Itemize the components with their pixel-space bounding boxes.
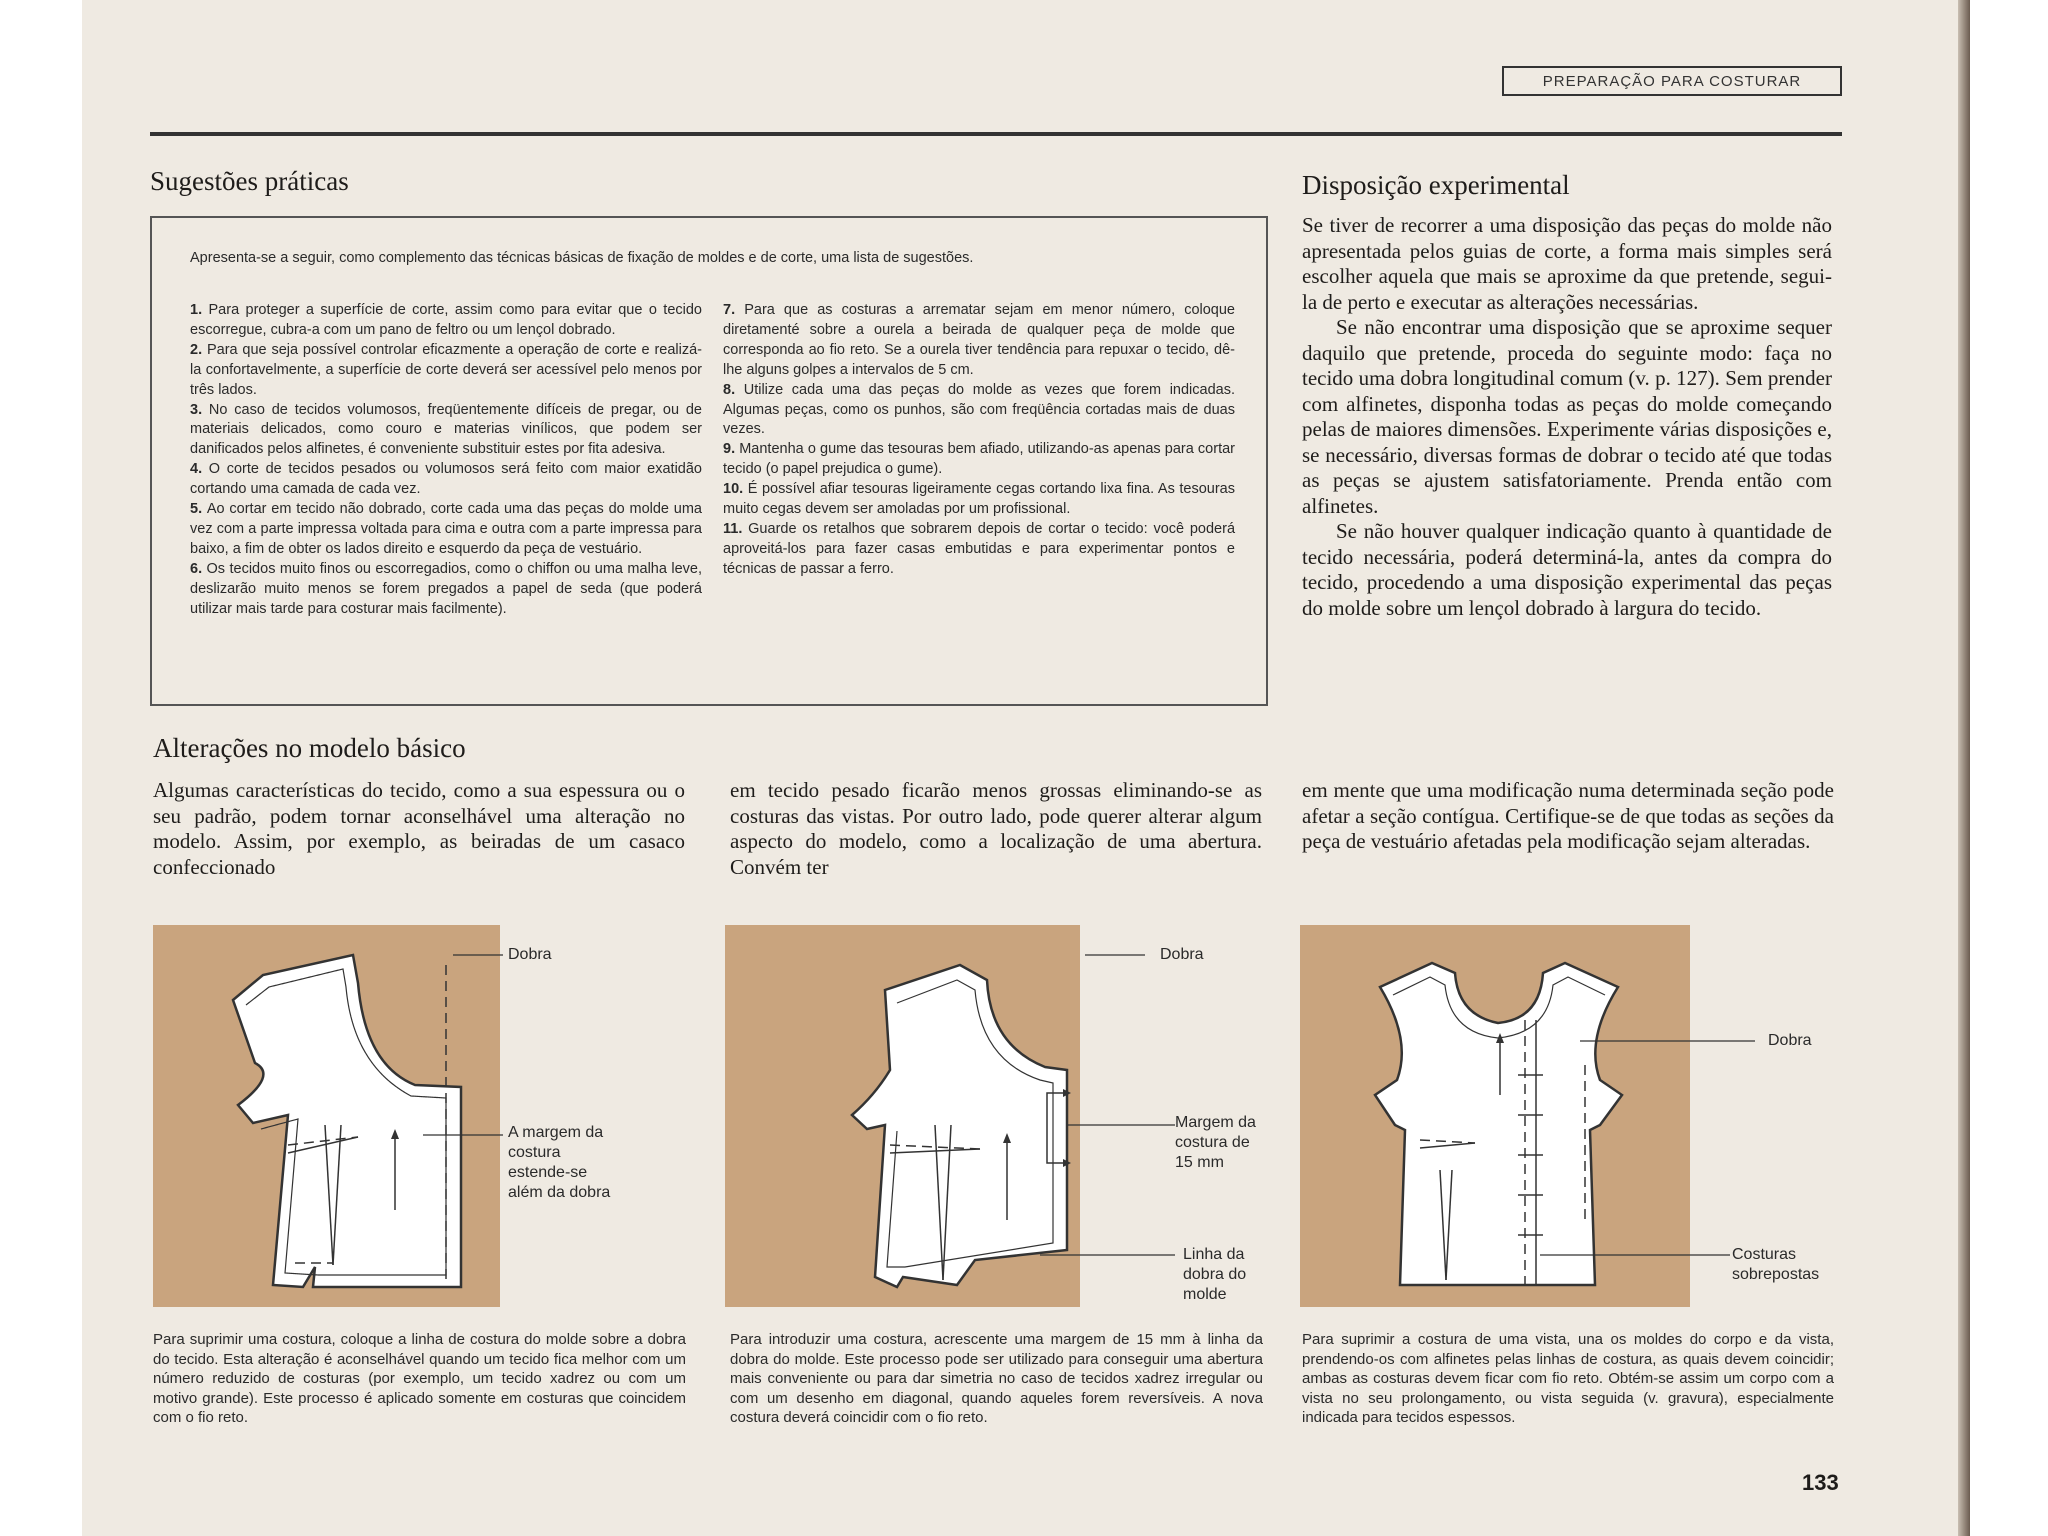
tip-item — [190, 301, 702, 341]
layout-heading: Disposição experimental — [1302, 170, 1570, 200]
tips-column-right — [723, 301, 1235, 580]
layout-text — [1302, 213, 1832, 621]
tip-text: Para que seja possível controlar eficazmente a operação de corte e realizá-la confortavelmente, a superfície de corte deverá ser acessível pelo menos por três lados. — [190, 341, 702, 398]
tip-number: 1. — [190, 302, 209, 318]
tip-item — [190, 460, 702, 500]
tip-item — [190, 341, 702, 401]
section-header-label: PREPARAÇÃO PARA COSTURAR — [1502, 66, 1842, 96]
tip-number: 5. — [190, 501, 207, 518]
figure-1-remove-seam — [153, 925, 611, 1307]
tip-number: 10. — [723, 481, 748, 498]
callout-seam-margin-15mm: Margem da costura de 15 mm — [1175, 1114, 1256, 1171]
figure-3-remove-facing-seam — [1300, 925, 1840, 1307]
layout-paragraph-3: Se não houver qualquer indicação quanto à quantidade de tecido necessária, poderá determiná-la, antes da compra do tecido, procedendo a uma disposição experimental das peças do molde sobre um lençol dobrado à largura do tecido. — [1302, 519, 1832, 620]
callout-dobra: Dobra — [1768, 1032, 1812, 1049]
alterations-text-col1: Algumas características do tecido, como a sua espessura ou o seu padrão, podem tornar aconselhável uma alteração no modelo. Assim, por exemplo, as beiradas de um casaco confeccionado — [153, 778, 685, 879]
page-number: 133 — [1802, 1470, 1839, 1495]
tips-heading: Sugestões práticas — [150, 166, 349, 196]
tip-number: 11. — [723, 520, 749, 537]
layout-paragraph-2: Se não encontrar uma disposição que se aproxime sequer daquilo que pretende, proceda do seguinte modo: faça no tecido uma dobra longitudinal comum (v. p. 127). Sem prender com alfinetes, disponha todas as peças do molde começando pelas de maiores dimensões. Experimente várias disposições e, se necessário, diversas formas de dobrar o tecido até que todas as peças se ajustem satisfatoriamente. Prenda então com alfinetes. — [1302, 315, 1832, 518]
tip-item — [723, 480, 1235, 520]
callout-dobra: Dobra — [508, 946, 552, 963]
page-edge-shadow — [1958, 0, 1970, 1536]
tip-item — [723, 381, 1235, 441]
tip-item — [190, 401, 702, 461]
tip-text: O corte de tecidos pesados ou volumosos será feito com maior exatidão cortando uma camada de cada vez. — [190, 461, 702, 498]
layout-paragraph-1: Se tiver de recorrer a uma disposição das peças do molde não apresentada pelos guias de corte, a forma mais simples será escolher aquela que mais se aproxime da que pretende, segui-la de perto e executar as alterações necessárias. — [1302, 213, 1832, 314]
alterations-text-col2: em tecido pesado ficarão menos grossas eliminando-se as costuras das vistas. Por outro lado, pode querer alterar algum aspecto do modelo, como a localização de uma abertura. Convém ter — [730, 778, 1262, 879]
tips-intro: Apresenta-se a seguir, como complemento das técnicas básicas de fixação de moldes e de corte, uma lista de sugestões. — [190, 250, 974, 266]
tip-number: 7. — [723, 302, 745, 318]
figure-2-caption: Para introduzir uma costura, acrescente uma margem de 15 mm à linha da dobra do molde. Este processo pode ser utilizado para conseguir uma abertura mais conveniente ou para dar simetria no caso de tecidos xadrez irregular ou com um desenho em diagonal, quando aqueles forem reversíveis. A nova costura deverá coincidir com o fio reto. — [730, 1331, 1263, 1427]
tip-number: 6. — [190, 560, 207, 577]
alterations-heading: Alterações no modelo básico — [153, 733, 466, 763]
figure-3-caption: Para suprimir a costura de uma vista, una os moldes do corpo e da vista, prendendo-os com alfinetes pelas linhas de costura, as quais devem coincidir; ambas as costuras devem ficar com fio reto. Obtém-se assim um corpo com a vista no seu prolongamento, ou vista seguida (v. gravura), especialmente indicada para tecidos espessos. — [1302, 1331, 1834, 1427]
tip-text: Os tecidos muito finos ou escorregadios, como o chiffon ou uma malha leve, deslizarão muito menos se forem pregados a papel de seda (que poderá utilizar mais tarde para costurar mais facilmente). — [190, 560, 702, 617]
tip-item — [190, 500, 702, 560]
tip-text: Guarde os retalhos que sobrarem depois de cortar o tecido: você poderá aproveitá-los para fazer casas embutidas e para experimentar pontos e técnicas de passar a ferro. — [723, 520, 1236, 577]
figure-1-caption: Para suprimir uma costura, coloque a linha de costura do molde sobre a dobra do tecido. Esta alteração é aconselhável quando um tecido fica melhor com um número reduzido de costuras (por exemplo, um tecido xadrez ou com um motivo grande). Este processo é aplicado somente em costuras que coincidem com o fio reto. — [153, 1331, 686, 1427]
tip-item — [723, 440, 1235, 480]
tip-text: Para que as costuras a arrematar sejam em menor número, coloque diretamenté sobre a ourela a beirada de qualquer peça de molde que corresponda ao fio reto. Se a ourela tiver tendência para repuxar o tecido, dê-lhe alguns golpes a intervalos de 5 cm. — [723, 302, 1235, 378]
tip-text: Ao cortar em tecido não dobrado, corte cada uma das peças do molde uma vez com a parte impressa voltada para cima e outra com a parte impressa para baixo, a fim de obter os lados direito e esquerdo da peça de vestuário. — [190, 501, 702, 557]
alterations-text-col3: em mente que uma modificação numa determinada seção pode afetar a seção contígua. Certifique-se de que todas as seções da peça de vestuário afetadas pela modificação sejam alteradas. — [1302, 778, 1834, 853]
tip-number: 4. — [190, 461, 209, 478]
bodice-pattern-drawing-1 — [153, 925, 713, 1307]
callout-seam-margin: A margem da costura estende-se além da dobra — [508, 1124, 611, 1201]
tip-item — [723, 520, 1235, 580]
tip-text: Para proteger a superfície de corte, assim como para evitar que o tecido escorregue, cubra-a com um pano de feltro ou um lençol dobrado. — [190, 302, 702, 338]
tip-item — [190, 560, 702, 620]
tip-number: 3. — [190, 401, 209, 418]
tip-text: No caso de tecidos volumosos, freqüentemente difíceis de pregar, ou de materiais delicados, como couro e materias vinílicos, que podem ser danificados pelos alfinetes, é conveniente substituir estes por fita adesiva. — [190, 401, 702, 458]
callout-dobra: Dobra — [1160, 946, 1204, 963]
tip-number: 2. — [190, 341, 207, 358]
tip-item — [723, 301, 1235, 381]
callout-fold-line: Linha da dobra do molde — [1183, 1246, 1247, 1303]
tip-text: É possível afiar tesouras ligeiramente cegas cortando lixa fina. As tesouras muito cegas devem ser amoladas por um profissional. — [723, 481, 1235, 518]
callout-overlapping-seams: Costuras sobrepostas — [1732, 1246, 1820, 1283]
tip-text: Utilize cada uma das peças do molde as vezes que forem indicadas. Algumas peças, como os punhos, são com freqüência cortadas mais de duas vezes. — [723, 381, 1235, 438]
tip-text: Mantenha o gume das tesouras bem afiado, utilizando-as apenas para cortar tecido (o papel prejudica o gume). — [723, 441, 1235, 478]
header-rule — [150, 132, 1842, 136]
tip-number: 8. — [723, 381, 744, 398]
tip-number: 9. — [723, 441, 740, 458]
figure-2-add-seam — [725, 925, 1265, 1307]
tips-column-left — [190, 301, 702, 620]
